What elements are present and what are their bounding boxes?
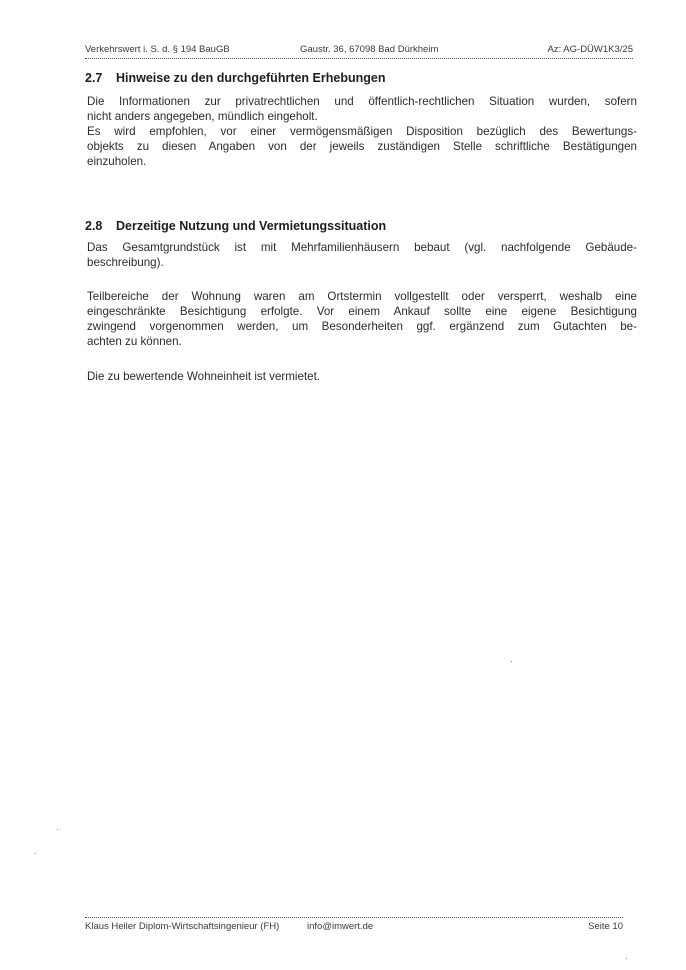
- footer-author: Klaus Heiler Diplom-Wirtschaftsingenieur (FH): [85, 921, 280, 932]
- paragraph-survey-notes: [87, 94, 637, 169]
- scan-speck: [57, 829, 58, 830]
- footer-page-number: Seite 10: [588, 921, 623, 932]
- section-number: 2.7: [85, 71, 103, 85]
- section-title: Hinweise zu den durchgeführten Erhebungen: [116, 71, 386, 85]
- section-title: Derzeitige Nutzung und Vermietungssituation: [116, 219, 387, 233]
- page-header: [85, 44, 633, 59]
- text-line: einzuholen.: [87, 155, 147, 168]
- scan-speck: [626, 958, 627, 959]
- header-file-number: Az: AG-DÜW1K3/25: [547, 44, 633, 55]
- page-footer: [85, 917, 623, 935]
- paragraph-rental-status: [87, 369, 637, 384]
- text-line: Die Informationen zur privatrechtlichen und öffentlich-rechtlichen Situation wurden, sofern: [87, 95, 637, 108]
- text-line: achten zu können.: [87, 335, 182, 348]
- header-property-address: Gaustr. 36, 67098 Bad Dürkheim: [300, 44, 439, 55]
- scan-speck: [511, 661, 512, 662]
- text-line: Es wird empfohlen, vor einer vermögensmäßigen Disposition bezüglich des Bewertungs-: [87, 125, 637, 138]
- section-number: 2.8: [85, 219, 103, 233]
- paragraph-inspection-notes: [87, 289, 637, 349]
- text-line: Das Gesamtgrundstück ist mit Mehrfamilienhäusern bebaut (vgl. nachfolgende Gebäude-: [87, 241, 637, 254]
- section-heading-2-8: [85, 219, 386, 233]
- text-line: eingeschränkte Besichtigung erfolgte. Vor einem Ankauf sollte eine eigene Besichtigung: [87, 305, 637, 318]
- header-valuation-label: Verkehrswert i. S. d. § 194 BauGB: [85, 44, 230, 55]
- text-line: Die zu bewertende Wohneinheit ist vermietet.: [87, 370, 321, 383]
- text-line: objekts zu diesen Angaben von der jeweils zuständigen Stelle schriftliche Bestätigungen: [87, 140, 637, 153]
- text-line: nicht anders angegeben, mündlich eingeholt.: [87, 110, 318, 123]
- paragraph-building-use: [87, 240, 637, 270]
- text-line: zwingend vorgenommen werden, um Besonderheiten ggf. ergänzend zum Gutachten be-: [87, 320, 637, 333]
- footer-email: info@imwert.de: [307, 921, 374, 932]
- text-line: Teilbereiche der Wohnung waren am Ortstermin vollgestellt oder versperrt, weshalb eine: [87, 290, 637, 303]
- section-heading-2-7: [85, 71, 385, 85]
- text-line: beschreibung).: [87, 256, 164, 269]
- scan-speck: [35, 853, 36, 854]
